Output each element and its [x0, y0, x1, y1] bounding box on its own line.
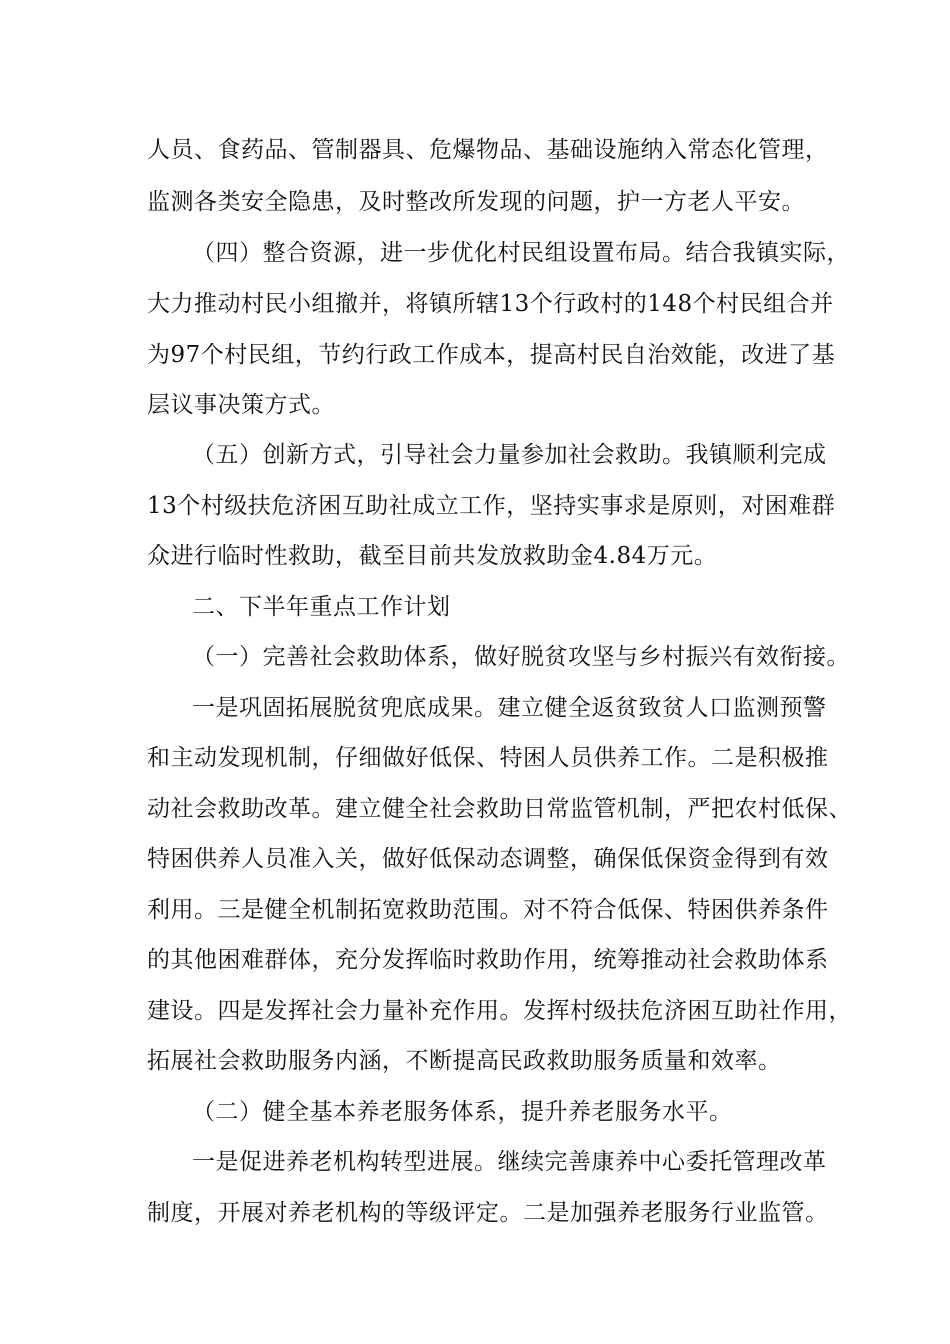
chapter-heading: 二、下半年重点工作计划: [192, 594, 451, 620]
text-line: 层议事决策方式。: [147, 392, 335, 418]
section-heading-1: （一）完善社会救助体系，做好脱贫攻坚与乡村振兴有效衔接。: [192, 644, 850, 670]
text-line: 人员、食药品、管制器具、危爆物品、基础设施纳入常态化管理，: [147, 137, 829, 163]
text-line: 动社会救助改革。建立健全社会救助日常监管机制，严把农村低保、: [147, 796, 852, 822]
text-line: 特困供养人员准入关，做好低保动态调整，确保低保资金得到有效: [147, 846, 829, 872]
text-line: 监测各类安全隐患，及时整改所发现的问题，护一方老人平安。: [147, 189, 805, 215]
text-line: 大力推动村民小组撤并，将镇所辖13个行政村的148个村民组合并: [147, 291, 834, 317]
text-line: 利用。三是健全机制拓宽救助范围。对不符合低保、特困供养条件: [147, 897, 829, 923]
text-line: 众进行临时性救助，截至目前共发放救助金4.84万元。: [147, 543, 718, 569]
text-line: 拓展社会救助服务内涵，不断提高民政救助服务质量和效率。: [147, 1048, 782, 1074]
section-heading-2: （二）健全基本养老服务体系，提升养老服务水平。: [192, 1099, 733, 1125]
text-line: 13个村级扶危济困互助社成立工作，坚持实事求是原则，对困难群: [147, 493, 836, 519]
text-line: 建设。四是发挥社会力量补充作用。发挥村级扶危济困互助社作用，: [147, 998, 852, 1024]
text-line: 和主动发现机制，仔细做好低保、特困人员供养工作。二是积极推: [147, 745, 829, 771]
section-heading-5: （五）创新方式，引导社会力量参加社会救助。我镇顺利完成: [192, 442, 827, 468]
text-line: 制度，开展对养老机构的等级评定。二是加强养老服务行业监管。: [147, 1200, 829, 1226]
text-line: 一是巩固拓展脱贫兜底成果。建立健全返贫致贫人口监测预警: [192, 695, 827, 721]
text-line: 一是促进养老机构转型进展。继续完善康养中心委托管理改革: [192, 1149, 827, 1175]
section-heading-4: （四）整合资源，进一步优化村民组设置布局。结合我镇实际，: [192, 240, 850, 266]
text-line: 的其他困难群体，充分发挥临时救助作用，统筹推动社会救助体系: [147, 947, 829, 973]
text-line: 为97个村民组，节约行政工作成本，提高村民自治效能，改进了基: [147, 342, 836, 368]
